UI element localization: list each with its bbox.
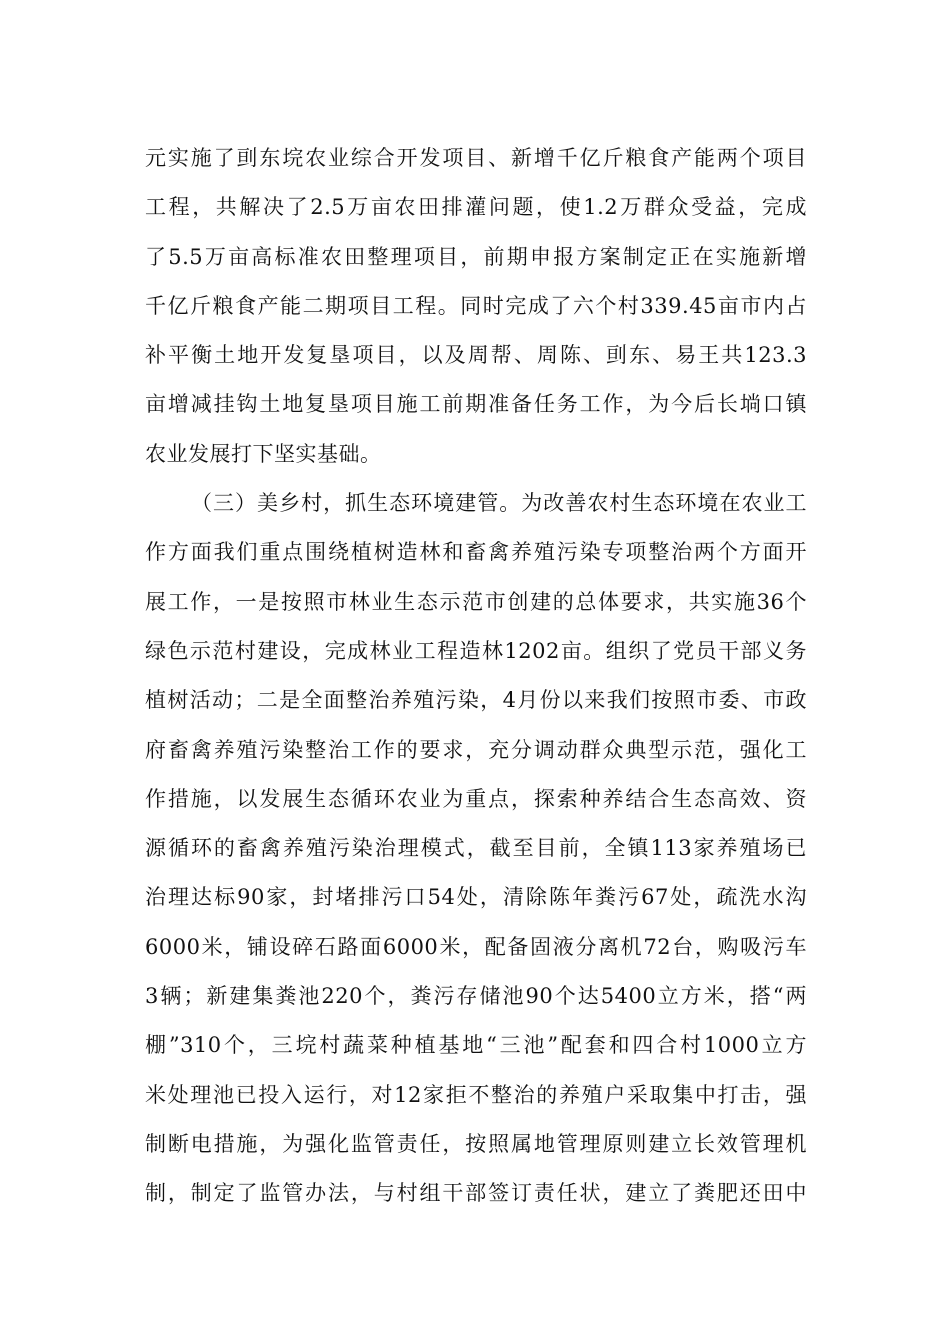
text-line: 千亿斤粮食产能二期项目工程。同时完成了六个村339.45亩市内占 (145, 293, 807, 318)
text-line: 元实施了刯东垸农业综合开发项目、新增千亿斤粮食产能两个项目 (145, 146, 807, 170)
text-line: 制断电措施，为强化监管责任，按照属地管理原则建立长效管理机 (145, 1131, 807, 1156)
text-line: 展工作，一是按照市林业生态示范市创建的总体要求，共实施36个 (145, 589, 807, 614)
text-line: 作措施，以发展生态循环农业为重点，探索种养结合生态高效、资 (145, 786, 807, 811)
text-line: 制，制定了监管办法，与村组干部签订责任状，建立了粪肥还田中 (145, 1181, 807, 1206)
text-line: 亩增减挂钩土地复垦项目施工前期准备任务工作，为今后长埫口镇 (145, 392, 807, 417)
text-line: 治理达标90家，封堵排污口54处，清除陈年粪污67处，疏洗水沟 (145, 885, 807, 910)
text-line: 绿色示范村建设，完成林业工程造林1202亩。组织了党员干部义务 (145, 638, 807, 663)
text-line: 府畜禽养殖污染整治工作的要求，充分调动群众典型示范，强化工 (145, 737, 807, 762)
text-line: 米处理池已投入运行，对12家拒不整治的养殖户采取集中打击，强 (145, 1082, 807, 1107)
text-line: 作方面我们重点围绕植树造林和畜禽养殖污染专项整治两个方面开 (145, 540, 807, 565)
text-line: 工程，共解决了2.5万亩农田排灌问题，使1.2万群众受益，完成 (145, 195, 807, 220)
body-text (145, 134, 807, 1219)
text-line: 3辆；新建集粪池220个，粪污存储池90个达5400立方米，搭“两 (145, 984, 807, 1009)
text-line: 6000米，铺设碎石路面6000米，配备固液分离机72台，购吸污车 (145, 934, 807, 959)
section-heading-line: （三）美乡村，抓生态环境建管。为改善农村生态环境在农业工 (191, 491, 807, 516)
text-line: 棚”310个，三垸村蔬菜种植基地“三池”配套和四合村1000立方 (145, 1033, 807, 1058)
text-line: 源循环的畜禽养殖污染治理模式，截至目前，全镇113家养殖场已 (145, 836, 807, 861)
text-line: 植树活动；二是全面整治养殖污染，4月份以来我们按照市委、市政 (145, 688, 807, 713)
text-line: 了5.5万亩高标准农田整理项目，前期申报方案制定正在实施新增 (145, 244, 807, 269)
text-line: 补平衡土地开发复垦项目，以及周帮、周陈、刯东、易王共123.3 (145, 343, 807, 368)
text-line: 农业发展打下坚实基础。 (145, 441, 382, 466)
